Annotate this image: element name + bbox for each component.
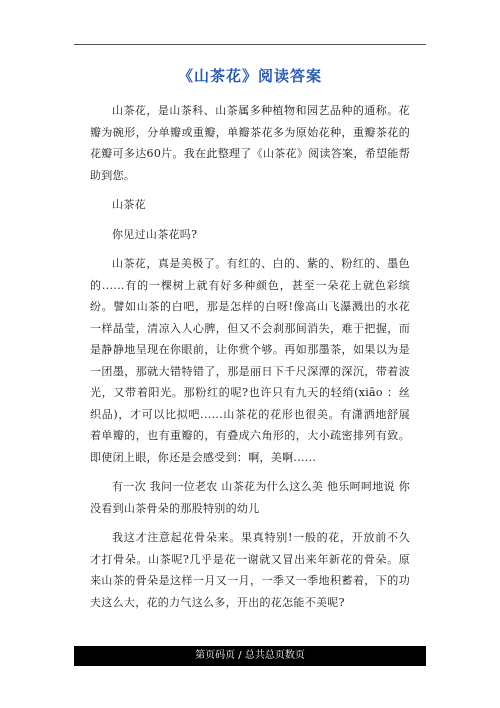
body-paragraph: 我这才注意起花骨朵来。果真特别!一般的花，开放前不久才打骨朵。山茶呢?几乎是花一谢就又冒出来年新花的骨朵。原来山茶的骨朵是这样一月又一月，一季又一季地积蓄着，下的功夫这么大，花的力气这么多，开出的花怎能不美呢? bbox=[90, 531, 410, 609]
page-footer: 第页码页 / 总共总页数页 bbox=[74, 646, 426, 666]
body-paragraph: 山茶花，真是美极了。有红的、白的、紫的、粉红的、墨色的......有的一棵树上就有好多种颜色，甚至一朵花上就色彩缤纷。譬如山茶的白吧，那是怎样的白呀!像高山飞瀑溅出的水花一样晶莹，清凉入人心脾，但又不会刹那间消失，难于把握，而是静静地呈现在你眼前，让你赏个够。再如那墨茶，如果以为是一团墨，那就大错特错了，那是丽日下千尺深潭的深沉，带着波光，又带着阳光。那粉红的呢?也许只有九天的轻绡(xiāo ：丝织品)，才可以比拟吧......山茶花的花形也很美。有潇洒地舒展着单瓣的，也有重瓣的，有叠成六角形的，大小疏密排列有致。即使闭上眼，你还是会感受到：啊，美啊...... bbox=[90, 257, 410, 464]
header-divider bbox=[74, 44, 426, 45]
document-title: 《山茶花》阅读答案 bbox=[177, 67, 322, 85]
article-heading: 山茶花 bbox=[112, 198, 146, 211]
body-paragraph: 有一次 我问一位老农 山茶花为什么这么美 他乐呵呵地说 你没看到山茶骨朵的那股特别的幼儿 bbox=[90, 480, 410, 515]
intro-paragraph: 山茶花，是山茶科、山茶属多种植物和园艺品种的通称。花瓣为碗形，分单瓣或重瓣，单瓣茶花多为原始花种，重瓣茶花的花瓣可多达60片。我在此整理了《山茶花》阅读答案，希望能帮助到您。 bbox=[90, 104, 410, 182]
question-paragraph: 你见过山茶花吗? bbox=[112, 227, 198, 241]
article-body bbox=[90, 100, 410, 613]
